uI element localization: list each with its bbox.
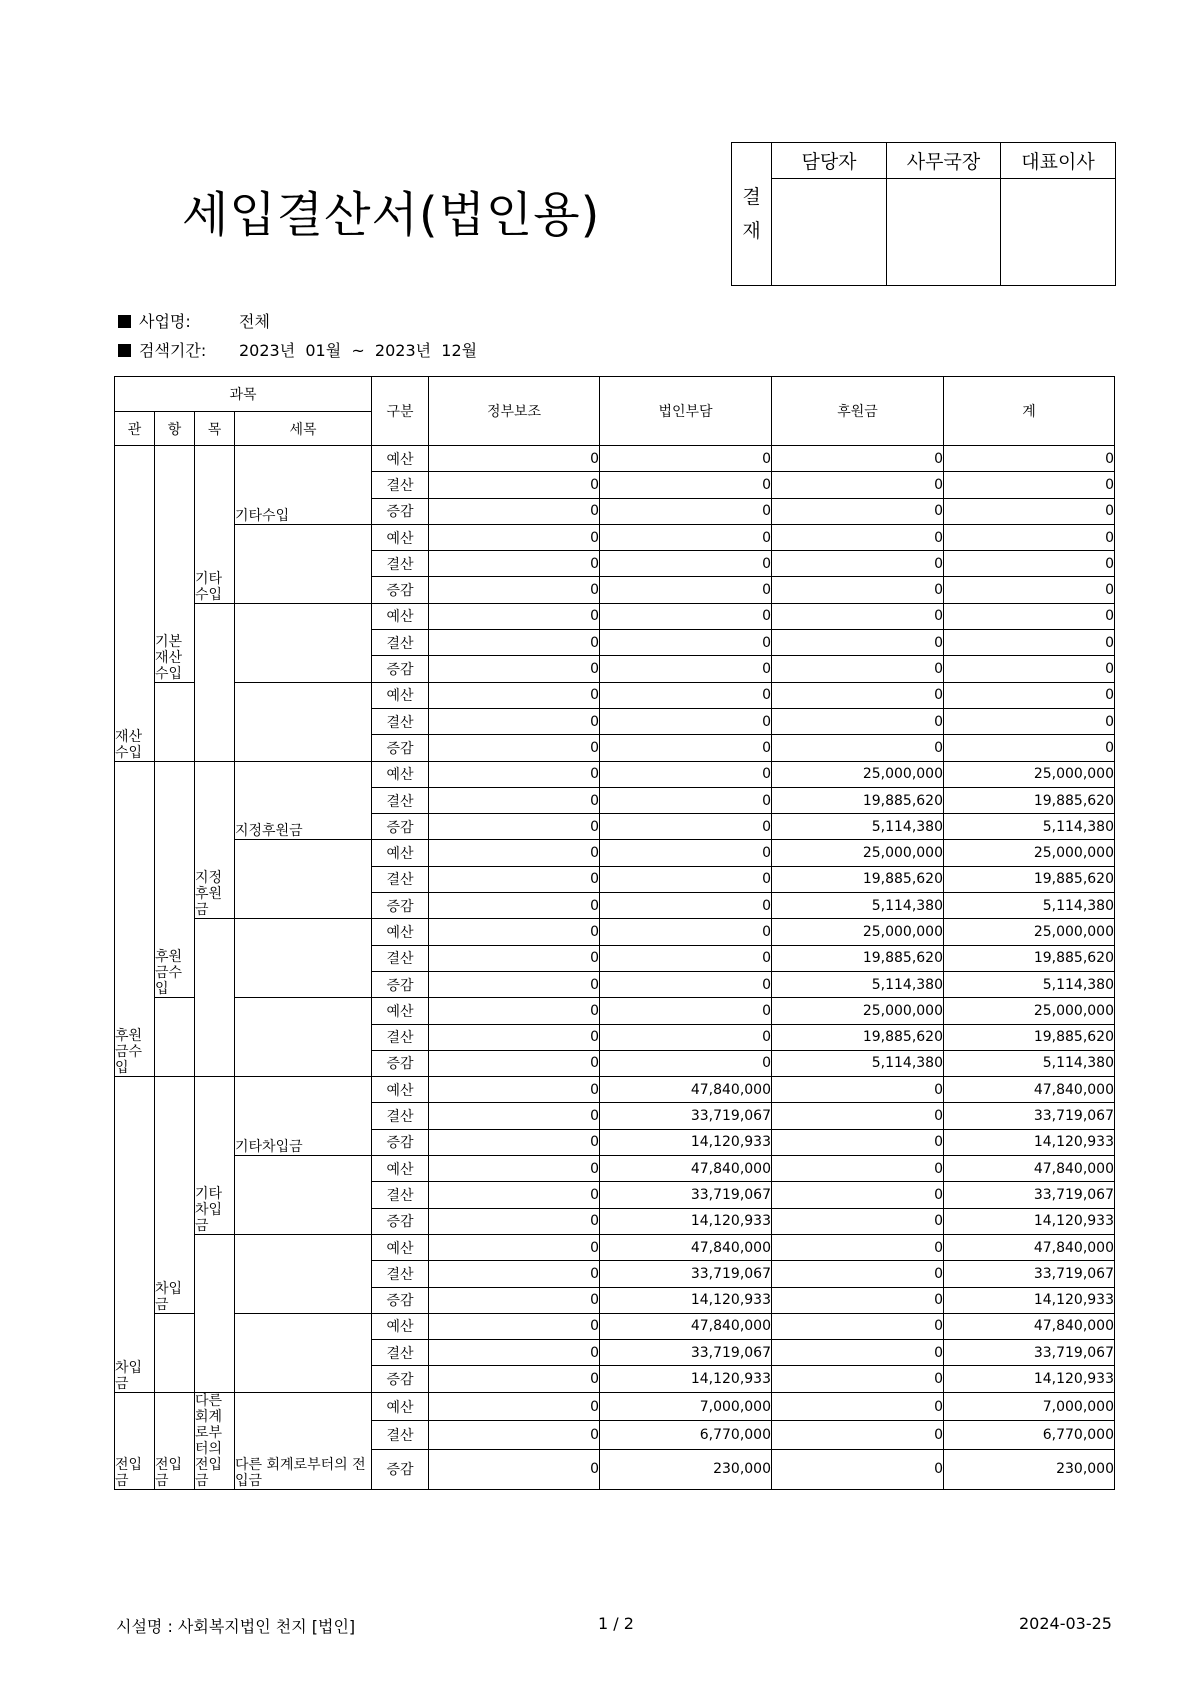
revenue-settlement-table [114, 376, 1115, 1490]
total-cell: 19,885,620 [944, 1024, 1115, 1050]
donation-cell: 0 [772, 1287, 944, 1313]
donation-cell: 0 [772, 603, 944, 629]
table-row [115, 761, 1115, 787]
period-label: 검색기간: [139, 341, 207, 360]
gubun-cell: 예산 [372, 1077, 429, 1103]
header-gov-subsidy: 정부보조 [429, 377, 600, 446]
corp-burden-cell: 0 [600, 919, 772, 945]
donation-cell: 0 [772, 682, 944, 708]
semok-empty-cell [235, 1156, 372, 1235]
hang-cell: 기본재산수입 [155, 446, 195, 683]
total-cell: 47,840,000 [944, 1156, 1115, 1182]
gubun-cell: 증감 [372, 577, 429, 603]
semok-empty-cell [235, 998, 372, 1077]
total-cell: 0 [944, 446, 1115, 472]
total-cell: 33,719,067 [944, 1340, 1115, 1366]
corp-burden-cell: 14,120,933 [600, 1287, 772, 1313]
donation-cell: 19,885,620 [772, 945, 944, 971]
approval-sign-president [1001, 179, 1116, 286]
approval-role-president: 대표이사 [1001, 143, 1116, 179]
total-cell: 0 [944, 735, 1115, 761]
mok-cell: 지정후원금 [195, 761, 235, 919]
bullet-square-icon [118, 344, 131, 357]
gov-subsidy-cell: 0 [429, 1024, 600, 1050]
corp-burden-cell: 47,840,000 [600, 1156, 772, 1182]
gov-subsidy-cell: 0 [429, 893, 600, 919]
table-row [115, 1156, 1115, 1182]
gov-subsidy-cell: 0 [429, 1366, 600, 1392]
table-row [115, 1392, 1115, 1421]
gov-subsidy-cell: 0 [429, 971, 600, 997]
gov-subsidy-cell: 0 [429, 1340, 600, 1366]
header-hang: 항 [155, 412, 195, 446]
corp-burden-cell: 0 [600, 472, 772, 498]
corp-burden-cell: 0 [600, 866, 772, 892]
corp-burden-cell: 14,120,933 [600, 1208, 772, 1234]
gubun-cell: 증감 [372, 735, 429, 761]
business-line [118, 309, 270, 332]
gubun-cell: 결산 [372, 472, 429, 498]
total-cell: 25,000,000 [944, 998, 1115, 1024]
total-cell: 0 [944, 472, 1115, 498]
total-cell: 0 [944, 656, 1115, 682]
approval-side-char-2: 재 [742, 220, 761, 242]
semok-cell: 지정후원금 [235, 761, 372, 840]
gov-subsidy-cell: 0 [429, 840, 600, 866]
corp-burden-cell: 7,000,000 [600, 1392, 772, 1421]
donation-cell: 0 [772, 1234, 944, 1260]
gubun-cell: 예산 [372, 682, 429, 708]
table-row [115, 1234, 1115, 1260]
mok-cell: 기타차입금 [195, 1077, 235, 1235]
approval-side-char-1: 결 [742, 186, 761, 208]
donation-cell: 5,114,380 [772, 893, 944, 919]
corp-burden-cell: 0 [600, 893, 772, 919]
header-corp-burden: 법인부담 [600, 377, 772, 446]
donation-cell: 0 [772, 472, 944, 498]
donation-cell: 25,000,000 [772, 919, 944, 945]
gubun-cell: 증감 [372, 656, 429, 682]
total-cell: 47,840,000 [944, 1234, 1115, 1260]
total-cell: 230,000 [944, 1450, 1115, 1489]
header-semok: 세목 [235, 412, 372, 446]
gov-subsidy-cell: 0 [429, 498, 600, 524]
gov-subsidy-cell: 0 [429, 551, 600, 577]
corp-burden-cell: 47,840,000 [600, 1234, 772, 1260]
approval-side-label [732, 143, 772, 286]
donation-cell: 0 [772, 498, 944, 524]
table-row [115, 840, 1115, 866]
total-cell: 19,885,620 [944, 945, 1115, 971]
semok-empty-cell [235, 1234, 372, 1313]
gubun-cell: 예산 [372, 998, 429, 1024]
donation-cell: 5,114,380 [772, 814, 944, 840]
gubun-cell: 증감 [372, 1287, 429, 1313]
table-row [115, 1077, 1115, 1103]
corp-burden-cell: 0 [600, 787, 772, 813]
gwan-cell: 차입금 [115, 1077, 155, 1393]
total-cell: 0 [944, 603, 1115, 629]
table-row [115, 603, 1115, 629]
total-cell: 0 [944, 524, 1115, 550]
corp-burden-cell: 0 [600, 971, 772, 997]
donation-cell: 25,000,000 [772, 840, 944, 866]
total-cell: 5,114,380 [944, 893, 1115, 919]
gubun-cell: 증감 [372, 814, 429, 840]
corp-burden-cell: 0 [600, 551, 772, 577]
gov-subsidy-cell: 0 [429, 524, 600, 550]
mok-empty-cell [195, 919, 235, 1077]
gov-subsidy-cell: 0 [429, 1182, 600, 1208]
corp-burden-cell: 230,000 [600, 1450, 772, 1489]
donation-cell: 0 [772, 1156, 944, 1182]
total-cell: 19,885,620 [944, 787, 1115, 813]
gov-subsidy-cell: 0 [429, 919, 600, 945]
header-gubun: 구분 [372, 377, 429, 446]
total-cell: 33,719,067 [944, 1182, 1115, 1208]
total-cell: 33,719,067 [944, 1103, 1115, 1129]
gov-subsidy-cell: 0 [429, 1261, 600, 1287]
hang-empty-cell [155, 1313, 195, 1392]
total-cell: 47,840,000 [944, 1313, 1115, 1339]
gov-subsidy-cell: 0 [429, 1077, 600, 1103]
approval-role-secretary: 사무국장 [887, 143, 1001, 179]
gubun-cell: 결산 [372, 945, 429, 971]
approval-sign-secretary [887, 179, 1001, 286]
total-cell: 5,114,380 [944, 814, 1115, 840]
hang-cell: 전입금 [155, 1392, 195, 1489]
gov-subsidy-cell: 0 [429, 761, 600, 787]
donation-cell: 0 [772, 446, 944, 472]
gov-subsidy-cell: 0 [429, 1234, 600, 1260]
corp-burden-cell: 0 [600, 945, 772, 971]
corp-burden-cell: 33,719,067 [600, 1182, 772, 1208]
corp-burden-cell: 0 [600, 840, 772, 866]
semok-empty-cell [235, 682, 372, 761]
total-cell: 14,120,933 [944, 1366, 1115, 1392]
gubun-cell: 결산 [372, 787, 429, 813]
gov-subsidy-cell: 0 [429, 1313, 600, 1339]
corp-burden-cell: 0 [600, 682, 772, 708]
mok-cell: 기타수입 [195, 446, 235, 604]
donation-cell: 0 [772, 735, 944, 761]
semok-cell: 다른 회계로부터의 전입금 [235, 1392, 372, 1489]
table-row [115, 919, 1115, 945]
footer-date: 2024-03-25 [1019, 1614, 1112, 1633]
table-row [115, 998, 1115, 1024]
donation-cell: 0 [772, 1103, 944, 1129]
donation-cell: 0 [772, 1261, 944, 1287]
total-cell: 14,120,933 [944, 1129, 1115, 1155]
donation-cell: 5,114,380 [772, 971, 944, 997]
gov-subsidy-cell: 0 [429, 814, 600, 840]
semok-empty-cell [235, 840, 372, 919]
gov-subsidy-cell: 0 [429, 472, 600, 498]
donation-cell: 0 [772, 1366, 944, 1392]
gov-subsidy-cell: 0 [429, 1129, 600, 1155]
gubun-cell: 증감 [372, 1450, 429, 1489]
total-cell: 0 [944, 577, 1115, 603]
corp-burden-cell: 0 [600, 498, 772, 524]
header-mok: 목 [195, 412, 235, 446]
semok-empty-cell [235, 919, 372, 998]
gubun-cell: 증감 [372, 1208, 429, 1234]
total-cell: 6,770,000 [944, 1421, 1115, 1450]
gov-subsidy-cell: 0 [429, 945, 600, 971]
total-cell: 0 [944, 708, 1115, 734]
gov-subsidy-cell: 0 [429, 682, 600, 708]
gov-subsidy-cell: 0 [429, 1050, 600, 1076]
gov-subsidy-cell: 0 [429, 1208, 600, 1234]
donation-cell: 5,114,380 [772, 1050, 944, 1076]
gov-subsidy-cell: 0 [429, 1450, 600, 1489]
gov-subsidy-cell: 0 [429, 787, 600, 813]
gubun-cell: 증감 [372, 1050, 429, 1076]
header-total: 계 [944, 377, 1115, 446]
mok-cell: 다른회계로부터의전입금 [195, 1392, 235, 1489]
header-gwan: 관 [115, 412, 155, 446]
mok-empty-cell [195, 1234, 235, 1392]
total-cell: 0 [944, 551, 1115, 577]
gov-subsidy-cell: 0 [429, 1156, 600, 1182]
gov-subsidy-cell: 0 [429, 866, 600, 892]
period-value: 2023년 01월 ~ 2023년 12월 [239, 341, 478, 360]
gov-subsidy-cell: 0 [429, 1392, 600, 1421]
hang-cell: 차입금 [155, 1077, 195, 1314]
donation-cell: 25,000,000 [772, 998, 944, 1024]
donation-cell: 0 [772, 577, 944, 603]
gubun-cell: 결산 [372, 866, 429, 892]
donation-cell: 19,885,620 [772, 866, 944, 892]
table-row [115, 1313, 1115, 1339]
gubun-cell: 증감 [372, 971, 429, 997]
gov-subsidy-cell: 0 [429, 577, 600, 603]
semok-empty-cell [235, 603, 372, 682]
corp-burden-cell: 0 [600, 998, 772, 1024]
total-cell: 33,719,067 [944, 1261, 1115, 1287]
donation-cell: 0 [772, 656, 944, 682]
donation-cell: 0 [772, 1421, 944, 1450]
gubun-cell: 결산 [372, 1261, 429, 1287]
donation-cell: 19,885,620 [772, 1024, 944, 1050]
corp-burden-cell: 0 [600, 577, 772, 603]
corp-burden-cell: 47,840,000 [600, 1077, 772, 1103]
gubun-cell: 예산 [372, 919, 429, 945]
donation-cell: 0 [772, 1182, 944, 1208]
total-cell: 0 [944, 498, 1115, 524]
gov-subsidy-cell: 0 [429, 1103, 600, 1129]
header-gwamok: 과목 [115, 377, 372, 412]
gubun-cell: 예산 [372, 761, 429, 787]
total-cell: 47,840,000 [944, 1077, 1115, 1103]
gubun-cell: 예산 [372, 603, 429, 629]
donation-cell: 0 [772, 630, 944, 656]
donation-cell: 0 [772, 551, 944, 577]
gubun-cell: 결산 [372, 1024, 429, 1050]
semok-cell: 기타수입 [235, 446, 372, 525]
approval-sign-staff [772, 179, 887, 286]
hang-empty-cell [155, 682, 195, 761]
table-row [115, 682, 1115, 708]
corp-burden-cell: 0 [600, 735, 772, 761]
gubun-cell: 결산 [372, 1103, 429, 1129]
corp-burden-cell: 0 [600, 1024, 772, 1050]
hang-empty-cell [155, 998, 195, 1077]
total-cell: 25,000,000 [944, 840, 1115, 866]
donation-cell: 0 [772, 1077, 944, 1103]
gubun-cell: 증감 [372, 1129, 429, 1155]
gov-subsidy-cell: 0 [429, 998, 600, 1024]
approval-box [731, 142, 1116, 286]
total-cell: 14,120,933 [944, 1287, 1115, 1313]
donation-cell: 25,000,000 [772, 761, 944, 787]
semok-empty-cell [235, 524, 372, 603]
gwan-cell: 재산수입 [115, 446, 155, 762]
corp-burden-cell: 0 [600, 708, 772, 734]
gubun-cell: 예산 [372, 1156, 429, 1182]
total-cell: 0 [944, 630, 1115, 656]
corp-burden-cell: 33,719,067 [600, 1340, 772, 1366]
total-cell: 14,120,933 [944, 1208, 1115, 1234]
gubun-cell: 결산 [372, 630, 429, 656]
corp-burden-cell: 47,840,000 [600, 1313, 772, 1339]
total-cell: 25,000,000 [944, 919, 1115, 945]
gubun-cell: 결산 [372, 1182, 429, 1208]
gov-subsidy-cell: 0 [429, 446, 600, 472]
corp-burden-cell: 0 [600, 1050, 772, 1076]
donation-cell: 0 [772, 1208, 944, 1234]
corp-burden-cell: 0 [600, 761, 772, 787]
business-value: 전체 [239, 312, 270, 331]
mok-empty-cell [195, 603, 235, 761]
donation-cell: 0 [772, 1392, 944, 1421]
gov-subsidy-cell: 0 [429, 630, 600, 656]
header-donation: 후원금 [772, 377, 944, 446]
semok-empty-cell [235, 1313, 372, 1392]
business-label: 사업명: [139, 312, 191, 331]
corp-burden-cell: 0 [600, 524, 772, 550]
gubun-cell: 증감 [372, 498, 429, 524]
corp-burden-cell: 33,719,067 [600, 1261, 772, 1287]
donation-cell: 0 [772, 1340, 944, 1366]
gwan-cell: 전입금 [115, 1392, 155, 1489]
gov-subsidy-cell: 0 [429, 708, 600, 734]
table-body [115, 446, 1115, 1490]
donation-cell: 0 [772, 1313, 944, 1339]
gubun-cell: 예산 [372, 446, 429, 472]
corp-burden-cell: 0 [600, 603, 772, 629]
gov-subsidy-cell: 0 [429, 1287, 600, 1313]
total-cell: 5,114,380 [944, 971, 1115, 997]
gubun-cell: 결산 [372, 708, 429, 734]
corp-burden-cell: 6,770,000 [600, 1421, 772, 1450]
gwan-cell: 후원금수입 [115, 761, 155, 1077]
corp-burden-cell: 0 [600, 656, 772, 682]
table-row [115, 446, 1115, 472]
corp-burden-cell: 33,719,067 [600, 1103, 772, 1129]
total-cell: 19,885,620 [944, 866, 1115, 892]
total-cell: 5,114,380 [944, 1050, 1115, 1076]
corp-burden-cell: 14,120,933 [600, 1366, 772, 1392]
gubun-cell: 증감 [372, 893, 429, 919]
hang-cell: 후원금수입 [155, 761, 195, 998]
corp-burden-cell: 14,120,933 [600, 1129, 772, 1155]
donation-cell: 19,885,620 [772, 787, 944, 813]
gov-subsidy-cell: 0 [429, 603, 600, 629]
gubun-cell: 예산 [372, 1234, 429, 1260]
total-cell: 7,000,000 [944, 1392, 1115, 1421]
corp-burden-cell: 0 [600, 630, 772, 656]
total-cell: 25,000,000 [944, 761, 1115, 787]
gubun-cell: 결산 [372, 551, 429, 577]
table-row [115, 524, 1115, 550]
donation-cell: 0 [772, 1450, 944, 1489]
donation-cell: 0 [772, 524, 944, 550]
gov-subsidy-cell: 0 [429, 735, 600, 761]
footer-page: 1 / 2 [598, 1614, 634, 1633]
gubun-cell: 결산 [372, 1340, 429, 1366]
gubun-cell: 예산 [372, 1313, 429, 1339]
gubun-cell: 예산 [372, 524, 429, 550]
total-cell: 0 [944, 682, 1115, 708]
gubun-cell: 결산 [372, 1421, 429, 1450]
donation-cell: 0 [772, 708, 944, 734]
gubun-cell: 예산 [372, 840, 429, 866]
page-title: 세입결산서(법인용) [182, 187, 601, 243]
gubun-cell: 예산 [372, 1392, 429, 1421]
gubun-cell: 증감 [372, 1366, 429, 1392]
approval-role-staff: 담당자 [772, 143, 887, 179]
corp-burden-cell: 0 [600, 446, 772, 472]
bullet-square-icon [118, 315, 131, 328]
donation-cell: 0 [772, 1129, 944, 1155]
semok-cell: 기타차입금 [235, 1077, 372, 1156]
period-line [118, 338, 477, 361]
corp-burden-cell: 0 [600, 814, 772, 840]
footer-facility: 시설명 : 사회복지법인 천지 [법인] [116, 1617, 356, 1636]
gov-subsidy-cell: 0 [429, 656, 600, 682]
gov-subsidy-cell: 0 [429, 1421, 600, 1450]
